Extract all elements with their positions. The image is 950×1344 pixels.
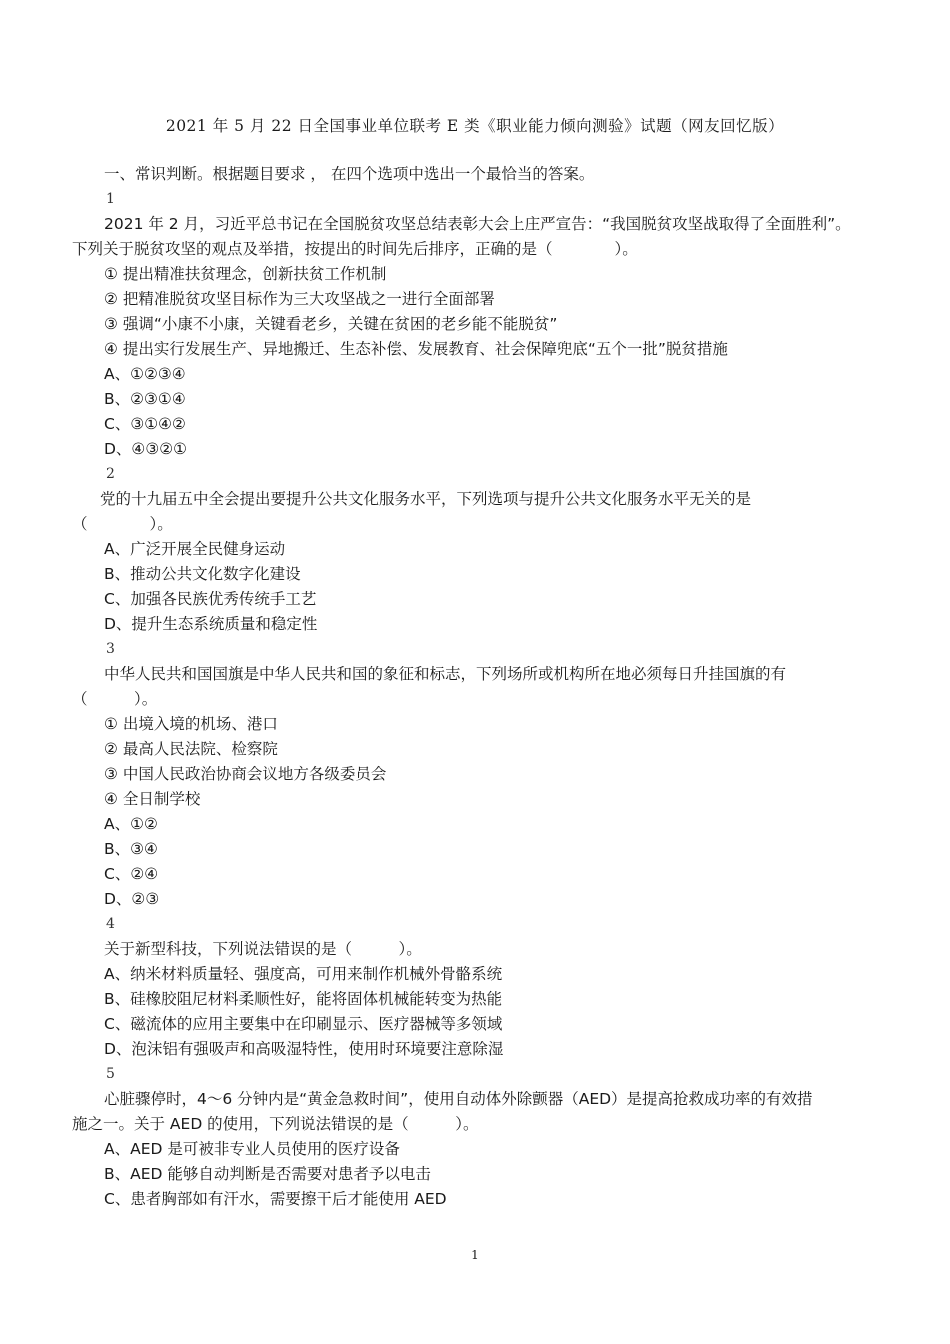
statement: ② 最高人民法院、检察院 xyxy=(104,740,278,758)
option-d: D、②③ xyxy=(104,890,160,908)
option-a: A、纳米材料质量轻、强度高，可用来制作机械外骨骼系统 xyxy=(104,965,503,983)
question-number: 3 xyxy=(106,641,115,657)
question-stem-line: 下列关于脱贫攻坚的观点及举措，按提出的时间先后排序，正确的是（ ）。 xyxy=(72,240,638,258)
question-stem-line: 中华人民共和国国旗是中华人民共和国的象征和标志，下列场所或机构所在地必须每日升挂国旗的有 xyxy=(104,665,787,683)
question-stem-line: （ ）。 xyxy=(72,515,173,533)
option-c: C、②④ xyxy=(104,865,159,883)
option-c: C、加强各民族优秀传统手工艺 xyxy=(104,590,317,608)
question-stem-line: 党的十九届五中全会提出要提升公共文化服务水平，下列选项与提升公共文化服务水平无关的是 xyxy=(100,490,752,508)
question-3 xyxy=(72,637,882,912)
question-number: 5 xyxy=(106,1066,115,1082)
option-a: A、①②③④ xyxy=(104,365,186,383)
question-number: 1 xyxy=(106,191,115,207)
statement: ④ 全日制学校 xyxy=(104,790,201,808)
option-b: B、③④ xyxy=(104,840,158,858)
option-b: B、硅橡胶阻尼材料柔顺性好，能将固体机械能转变为热能 xyxy=(104,990,503,1008)
option-d: D、泡沫铝有强吸声和高吸湿特性，使用时环境要注意除湿 xyxy=(104,1040,504,1058)
option-d: D、提升生态系统质量和稳定性 xyxy=(104,615,318,633)
question-stem-line: （ ）。 xyxy=(72,690,158,708)
option-a: A、广泛开展全民健身运动 xyxy=(104,540,286,558)
statement: ③ 强调“小康不小康，关键看老乡，关键在贫困的老乡能不能脱贫” xyxy=(104,315,558,333)
question-stem-line: 心脏骤停时，4～6 分钟内是“黄金急救时间”，使用自动体外除颤器（AED）是提高抢救成功率的有效措 xyxy=(104,1090,813,1108)
option-d: D、④③②① xyxy=(104,440,188,458)
question-4 xyxy=(72,912,882,1062)
option-b: B、AED 能够自动判断是否需要对患者予以电击 xyxy=(104,1165,431,1183)
statement: ② 把精准脱贫攻坚目标作为三大攻坚战之一进行全面部署 xyxy=(104,290,495,308)
question-1 xyxy=(72,187,882,462)
question-number: 4 xyxy=(106,916,115,932)
document-body xyxy=(72,162,882,1212)
option-c: C、③①④② xyxy=(104,415,186,433)
statement: ③ 中国人民政治协商会议地方各级委员会 xyxy=(104,765,387,783)
statement: ④ 提出实行发展生产、异地搬迁、生态补偿、发展教育、社会保障兜底“五个一批”脱贫措施 xyxy=(104,340,728,358)
page-title: 2021 年 5 月 22 日全国事业单位联考 E 类《职业能力倾向测验》试题（网友回忆版） xyxy=(165,117,785,135)
option-a: A、①② xyxy=(104,815,158,833)
question-2 xyxy=(72,462,882,637)
question-stem-line: 2021 年 2 月，习近平总书记在全国脱贫攻坚总结表彰大会上庄严宣告：“我国脱贫攻坚战取得了全面胜利”。 xyxy=(104,215,851,233)
option-c: C、患者胸部如有汗水，需要擦干后才能使用 AED xyxy=(104,1190,447,1208)
statement: ① 提出精准扶贫理念，创新扶贫工作机制 xyxy=(104,265,387,283)
option-c: C、磁流体的应用主要集中在印刷显示、医疗器械等多领域 xyxy=(104,1015,503,1033)
option-b: B、②③①④ xyxy=(104,390,186,408)
question-stem-line: 施之一。关于 AED 的使用，下列说法错误的是（ ）。 xyxy=(72,1115,479,1133)
option-a: A、AED 是可被非专业人员使用的医疗设备 xyxy=(104,1140,400,1158)
question-5 xyxy=(72,1062,882,1212)
option-b: B、推动公共文化数字化建设 xyxy=(104,565,301,583)
statement: ① 出境入境的机场、港口 xyxy=(104,715,278,733)
question-stem-line: 关于新型科技，下列说法错误的是（ ）。 xyxy=(104,940,422,958)
question-number: 2 xyxy=(106,466,115,482)
page-number: 1 xyxy=(471,1248,479,1262)
section-heading: 一、常识判断。根据题目要求 ， 在四个选项中选出一个最恰当的答案。 xyxy=(104,165,595,183)
